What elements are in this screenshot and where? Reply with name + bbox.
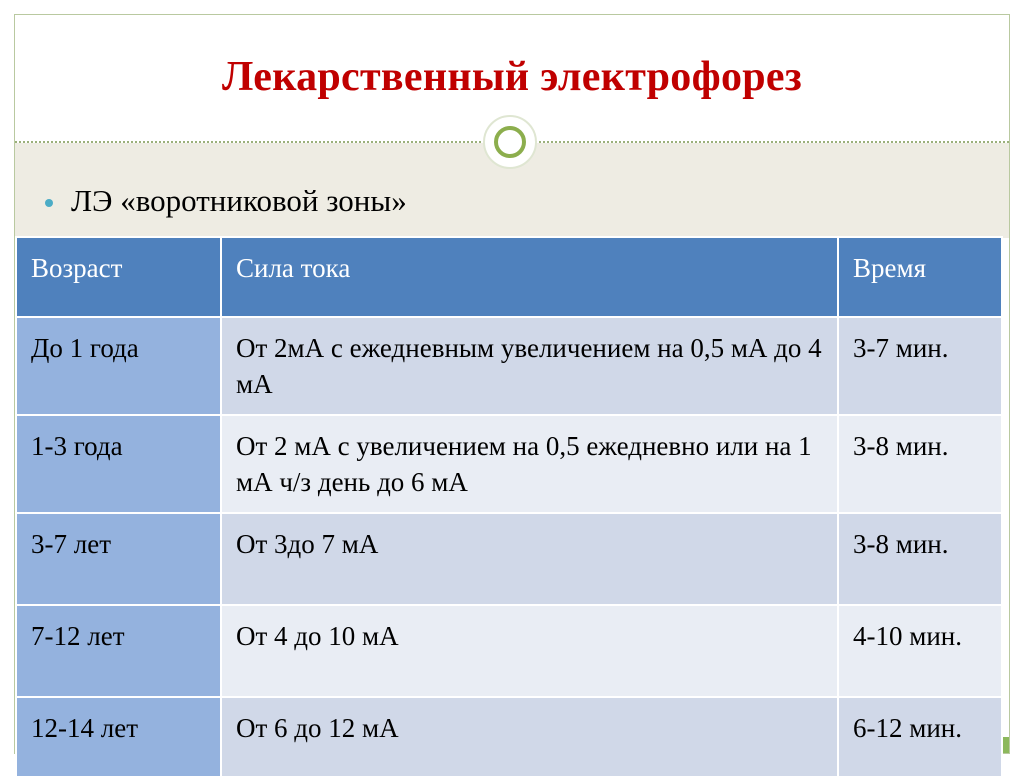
cell-current: От 2 мА с увеличением на 0,5 ежедневно или на 1 мА ч/з день до 6 мА	[221, 415, 838, 513]
cell-current: От 3до 7 мА	[221, 513, 838, 605]
cell-age: До 1 года	[16, 317, 221, 415]
table-row	[16, 415, 1002, 513]
cell-time: 3-8 мин.	[838, 415, 1002, 513]
table-row	[16, 317, 1002, 415]
cell-age: 12-14 лет	[16, 697, 221, 777]
circle-ornament-icon	[483, 115, 537, 169]
slide-title: Лекарственный электрофорез	[221, 54, 803, 100]
cell-time: 6-12 мин.	[838, 697, 1002, 777]
header-time: Время	[838, 237, 1002, 317]
cell-age: 3-7 лет	[16, 513, 221, 605]
table-row	[16, 513, 1002, 605]
cell-time: 3-7 мин.	[838, 317, 1002, 415]
bullet-dot-icon	[45, 199, 53, 207]
header-current: Сила тока	[221, 237, 838, 317]
bullet-text: ЛЭ «воротниковой зоны»	[71, 183, 407, 218]
table-header-row	[16, 237, 1002, 317]
cell-time: 4-10 мин.	[838, 605, 1002, 697]
cell-current: От 2мА с ежедневным увеличением на 0,5 мА до 4 мА	[221, 317, 838, 415]
table-row	[16, 697, 1002, 777]
ring-icon	[494, 126, 526, 158]
cell-age: 1-3 года	[16, 415, 221, 513]
cell-age: 7-12 лет	[16, 605, 221, 697]
dosage-table	[15, 236, 1003, 778]
cell-current: От 6 до 12 мА	[221, 697, 838, 777]
cell-time: 3-8 мин.	[838, 513, 1002, 605]
table-row	[16, 605, 1002, 697]
header-age: Возраст	[16, 237, 221, 317]
cell-current: От 4 до 10 мА	[221, 605, 838, 697]
